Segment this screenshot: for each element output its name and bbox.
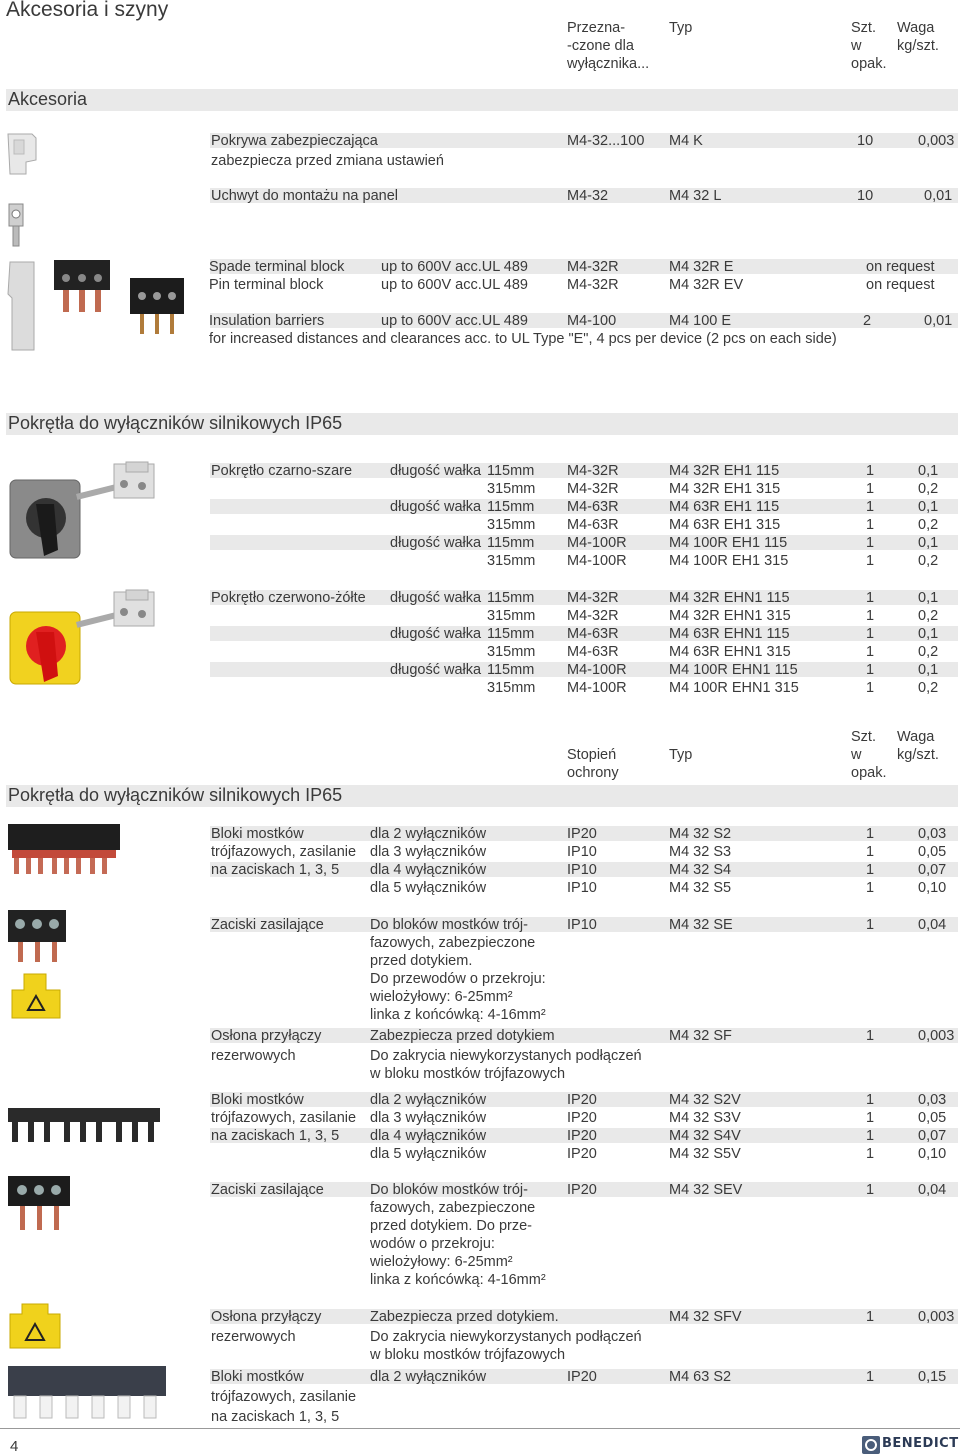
g4-row-typ: M4 32 S2V — [669, 1092, 741, 1108]
knob1-row-typ: M4 32R EH1 315 — [669, 481, 781, 497]
g4-row-szt: 1 — [866, 1146, 875, 1162]
knob-black-grey-image — [6, 460, 178, 566]
g4-row-szt: 1 — [866, 1110, 875, 1126]
g1-row-desc: dla 2 wyłączników — [370, 826, 487, 842]
g4-row-waga: 0,03 — [918, 1092, 947, 1108]
g1-row-szt: 1 — [866, 826, 875, 842]
g4-row-desc: dla 3 wyłączników — [370, 1110, 487, 1126]
g1-row-typ: M4 32 S4 — [669, 862, 732, 878]
knob2-row-waga: 0,1 — [918, 590, 939, 606]
col-header-for: Przezna- -czone dla wyłącznika... — [567, 20, 650, 72]
g6-name: Osłona przyłączy rezerwowych — [211, 1309, 322, 1345]
g4-row-ip: IP20 — [567, 1128, 597, 1144]
g1-row-szt: 1 — [866, 880, 875, 896]
g4-row-desc: dla 4 wyłączników — [370, 1128, 487, 1144]
knob2-row-typ: M4 100R EHN1 115 — [669, 662, 798, 678]
knob2-row-waga: 0,1 — [918, 662, 939, 678]
g7-name: Bloki mostków trójfazowych, zasilanie na zaciskach 1, 3, 5 — [211, 1369, 357, 1425]
knob1-row-for: M4-63R — [567, 517, 619, 533]
col-header-szt: Szt. w opak. — [851, 20, 887, 72]
g1-row-waga: 0,05 — [918, 844, 947, 860]
knob2-row-desc: długość wałka — [390, 590, 482, 606]
knob2-row-desc: długość wałka — [390, 662, 482, 678]
knob1-row-waga: 0,1 — [918, 463, 939, 479]
g4-row-typ: M4 32 S5V — [669, 1146, 741, 1162]
benedict-logo-icon — [862, 1436, 880, 1454]
section-title-akcesoria: Akcesoria — [8, 89, 88, 109]
yellow-cover-v-image — [6, 1300, 64, 1352]
g1-row-desc: dla 5 wyłączników — [370, 880, 487, 896]
page-title: Akcesoria i szyny — [6, 0, 169, 21]
col-header-waga: Waga kg/szt. — [897, 20, 939, 54]
knob2-row-waga: 0,2 — [918, 608, 939, 624]
knob1-row-length: 115mm — [487, 463, 535, 479]
g4-name: Bloki mostków trójfazowych, zasilanie na zaciskach 1, 3, 5 — [211, 1092, 357, 1144]
knob2-row-typ: M4 32R EHN1 115 — [669, 590, 790, 606]
g5-name: Zaciski zasilające — [211, 1182, 324, 1198]
g4-row-szt: 1 — [866, 1128, 875, 1144]
knob2-row-waga: 0,2 — [918, 680, 939, 696]
g1-row-szt: 1 — [866, 844, 875, 860]
barrier-image — [6, 258, 38, 354]
knob1-row-length: 115mm — [487, 499, 535, 515]
g4-row-waga: 0,05 — [918, 1110, 947, 1126]
g1-row-szt: 1 — [866, 862, 875, 878]
knob2-row-length: 115mm — [487, 662, 535, 678]
section-title-knobs: Pokrętła do wyłączników silnikowych IP65 — [8, 413, 343, 433]
knob2-row-desc: długość wałka — [390, 626, 482, 642]
g4-row-waga: 0,10 — [918, 1146, 947, 1162]
g3-name: Osłona przyłączy rezerwowych — [211, 1028, 322, 1064]
knob2-row-for: M4-100R — [567, 680, 627, 696]
g1-name: Bloki mostków trójfazowych, zasilanie na zaciskach 1, 3, 5 — [211, 826, 357, 878]
knob1-row-typ: M4 63R EH1 115 — [669, 499, 780, 515]
knob1-row-for: M4-32R — [567, 481, 619, 497]
g1-row-typ: M4 32 S5 — [669, 880, 732, 896]
knob-red-yellow-image — [6, 588, 178, 688]
knob1-row-szt: 1 — [866, 463, 875, 479]
busbar-63-image — [6, 1364, 168, 1422]
knob2-name: Pokrętło czerwono-żółte — [211, 590, 366, 606]
g5-desc: Do bloków mostków trój- fazowych, zabezpieczone przed dotykiem. Do prze- wodów o przekroju: wielożyłowy: 6-25mm² linka z końcówką: 4-16mm² — [370, 1182, 546, 1288]
barrier-description: for increased distances and clearances acc. to UL Type "E", 4 pcs per device (2 pcs on each side) — [209, 331, 837, 347]
g1-row-waga: 0,07 — [918, 862, 947, 878]
knob1-row-length: 315mm — [487, 517, 536, 533]
knob1-row-for: M4-100R — [567, 535, 627, 551]
g1-row-waga: 0,10 — [918, 880, 947, 896]
g4-row-typ: M4 32 S4V — [669, 1128, 741, 1144]
knob1-row-length: 315mm — [487, 481, 536, 497]
g1-row-typ: M4 32 S3 — [669, 844, 732, 860]
footer-rule — [0, 1428, 960, 1429]
section-title-busbars: Pokrętła do wyłączników silnikowych IP65 — [8, 785, 343, 805]
knob2-row-for: M4-63R — [567, 644, 619, 660]
busbar-s-image — [6, 822, 122, 876]
g4-row-typ: M4 32 S3V — [669, 1110, 741, 1126]
busbar-sv-image — [6, 1104, 164, 1144]
g3-desc: Zabezpiecza przed dotykiem Do zakrycia niewykorzystanych podłączeń w bloku mostków trójfazowych — [370, 1028, 642, 1082]
g1-row-ip: IP10 — [567, 880, 597, 896]
knob2-row-for: M4-32R — [567, 608, 619, 624]
knob1-row-desc: długość wałka — [390, 499, 482, 515]
g4-row-desc: dla 5 wyłączników — [370, 1146, 487, 1162]
panel-mount-image — [6, 200, 28, 248]
col2-header-stopien: Stopień ochrony — [567, 747, 619, 781]
knob2-row-length: 315mm — [487, 644, 536, 660]
knob2-row-szt: 1 — [866, 644, 875, 660]
knob1-row-szt: 1 — [866, 499, 875, 515]
knob1-row-for: M4-32R — [567, 463, 619, 479]
knob2-row-length: 315mm — [487, 608, 536, 624]
knob1-row-typ: M4 100R EH1 315 — [669, 553, 789, 569]
g4-row-ip: IP20 — [567, 1110, 597, 1126]
knob2-row-szt: 1 — [866, 590, 875, 606]
knob2-row-for: M4-63R — [567, 626, 619, 642]
knob2-row-length: 315mm — [487, 680, 536, 696]
g1-row-ip: IP10 — [567, 844, 597, 860]
g6-desc: Zabezpiecza przed dotykiem. Do zakrycia niewykorzystanych podłączeń w bloku mostków trójfazowych — [370, 1309, 642, 1363]
knob1-row-waga: 0,1 — [918, 499, 939, 515]
knob2-row-szt: 1 — [866, 608, 875, 624]
g4-row-szt: 1 — [866, 1092, 875, 1108]
col2-header-typ: Typ — [669, 747, 693, 763]
knob2-row-typ: M4 32R EHN1 315 — [669, 608, 791, 624]
knob1-row-desc: długość wałka — [390, 535, 482, 551]
section-band — [6, 89, 958, 111]
knob1-name: Pokrętło czarno-szare — [211, 463, 353, 479]
spade-terminal-image — [50, 258, 114, 314]
knob1-row-szt: 1 — [866, 517, 875, 533]
knob2-row-typ: M4 63R EHN1 115 — [669, 626, 790, 642]
brand-name: BENEDICT — [882, 1436, 959, 1451]
knob2-row-for: M4-32R — [567, 590, 619, 606]
yellow-cover-image — [6, 970, 64, 1022]
col2-header-waga: Waga kg/szt. — [897, 729, 939, 763]
g2-desc: Do bloków mostków trój- fazowych, zabezpieczone przed dotykiem. Do przewodów o przekroju: wielożyłowy: 6-25mm² linka z końcówką: 4-16mm² — [370, 917, 546, 1023]
knob1-row-szt: 1 — [866, 535, 875, 551]
col-header-typ: Typ — [669, 20, 693, 36]
g2-name: Zaciski zasilające — [211, 917, 324, 933]
knob1-row-length: 315mm — [487, 553, 536, 569]
g4-row-ip: IP20 — [567, 1146, 597, 1162]
knob1-row-waga: 0,2 — [918, 481, 939, 497]
supply-terminal-v-image — [6, 1172, 72, 1234]
g1-row-desc: dla 3 wyłączników — [370, 844, 487, 860]
g1-row-desc: dla 4 wyłączników — [370, 862, 487, 878]
knob1-row-typ: M4 32R EH1 115 — [669, 463, 780, 479]
knob1-row-szt: 1 — [866, 553, 875, 569]
pin-terminal-image — [128, 276, 186, 336]
knob2-row-length: 115mm — [487, 590, 535, 606]
knob1-row-typ: M4 100R EH1 115 — [669, 535, 788, 551]
knob2-row-szt: 1 — [866, 662, 875, 678]
knob1-row-for: M4-100R — [567, 553, 627, 569]
knob1-row-for: M4-63R — [567, 499, 619, 515]
knob2-row-szt: 1 — [866, 680, 875, 696]
knob1-row-desc: długość wałka — [390, 463, 482, 479]
knob1-row-waga: 0,1 — [918, 535, 939, 551]
brand-logo — [862, 1436, 958, 1454]
knob2-row-waga: 0,1 — [918, 626, 939, 642]
knob2-row-typ: M4 100R EHN1 315 — [669, 680, 799, 696]
knob1-row-length: 115mm — [487, 535, 535, 551]
knob2-row-for: M4-100R — [567, 662, 627, 678]
g4-row-desc: dla 2 wyłączników — [370, 1092, 487, 1108]
supply-terminal-image — [6, 908, 68, 964]
g4-row-ip: IP20 — [567, 1092, 597, 1108]
g1-row-ip: IP10 — [567, 862, 597, 878]
acc-cover-name: Pokrywa zabezpieczająca zabezpiecza przed zmiana ustawień — [211, 133, 444, 169]
col2-header-szt: Szt. w opak. — [851, 729, 887, 781]
knob2-row-typ: M4 63R EHN1 315 — [669, 644, 791, 660]
knob1-row-szt: 1 — [866, 481, 875, 497]
page-number: 4 — [10, 1438, 19, 1455]
knob1-row-typ: M4 63R EH1 315 — [669, 517, 781, 533]
knob2-row-length: 115mm — [487, 626, 535, 642]
cover-image — [6, 130, 38, 176]
g1-row-ip: IP20 — [567, 826, 597, 842]
knob2-row-szt: 1 — [866, 626, 875, 642]
knob1-row-waga: 0,2 — [918, 517, 939, 533]
knob1-row-waga: 0,2 — [918, 553, 939, 569]
g1-row-typ: M4 32 S2 — [669, 826, 732, 842]
g1-row-waga: 0,03 — [918, 826, 947, 842]
knob2-row-waga: 0,2 — [918, 644, 939, 660]
g4-row-waga: 0,07 — [918, 1128, 947, 1144]
